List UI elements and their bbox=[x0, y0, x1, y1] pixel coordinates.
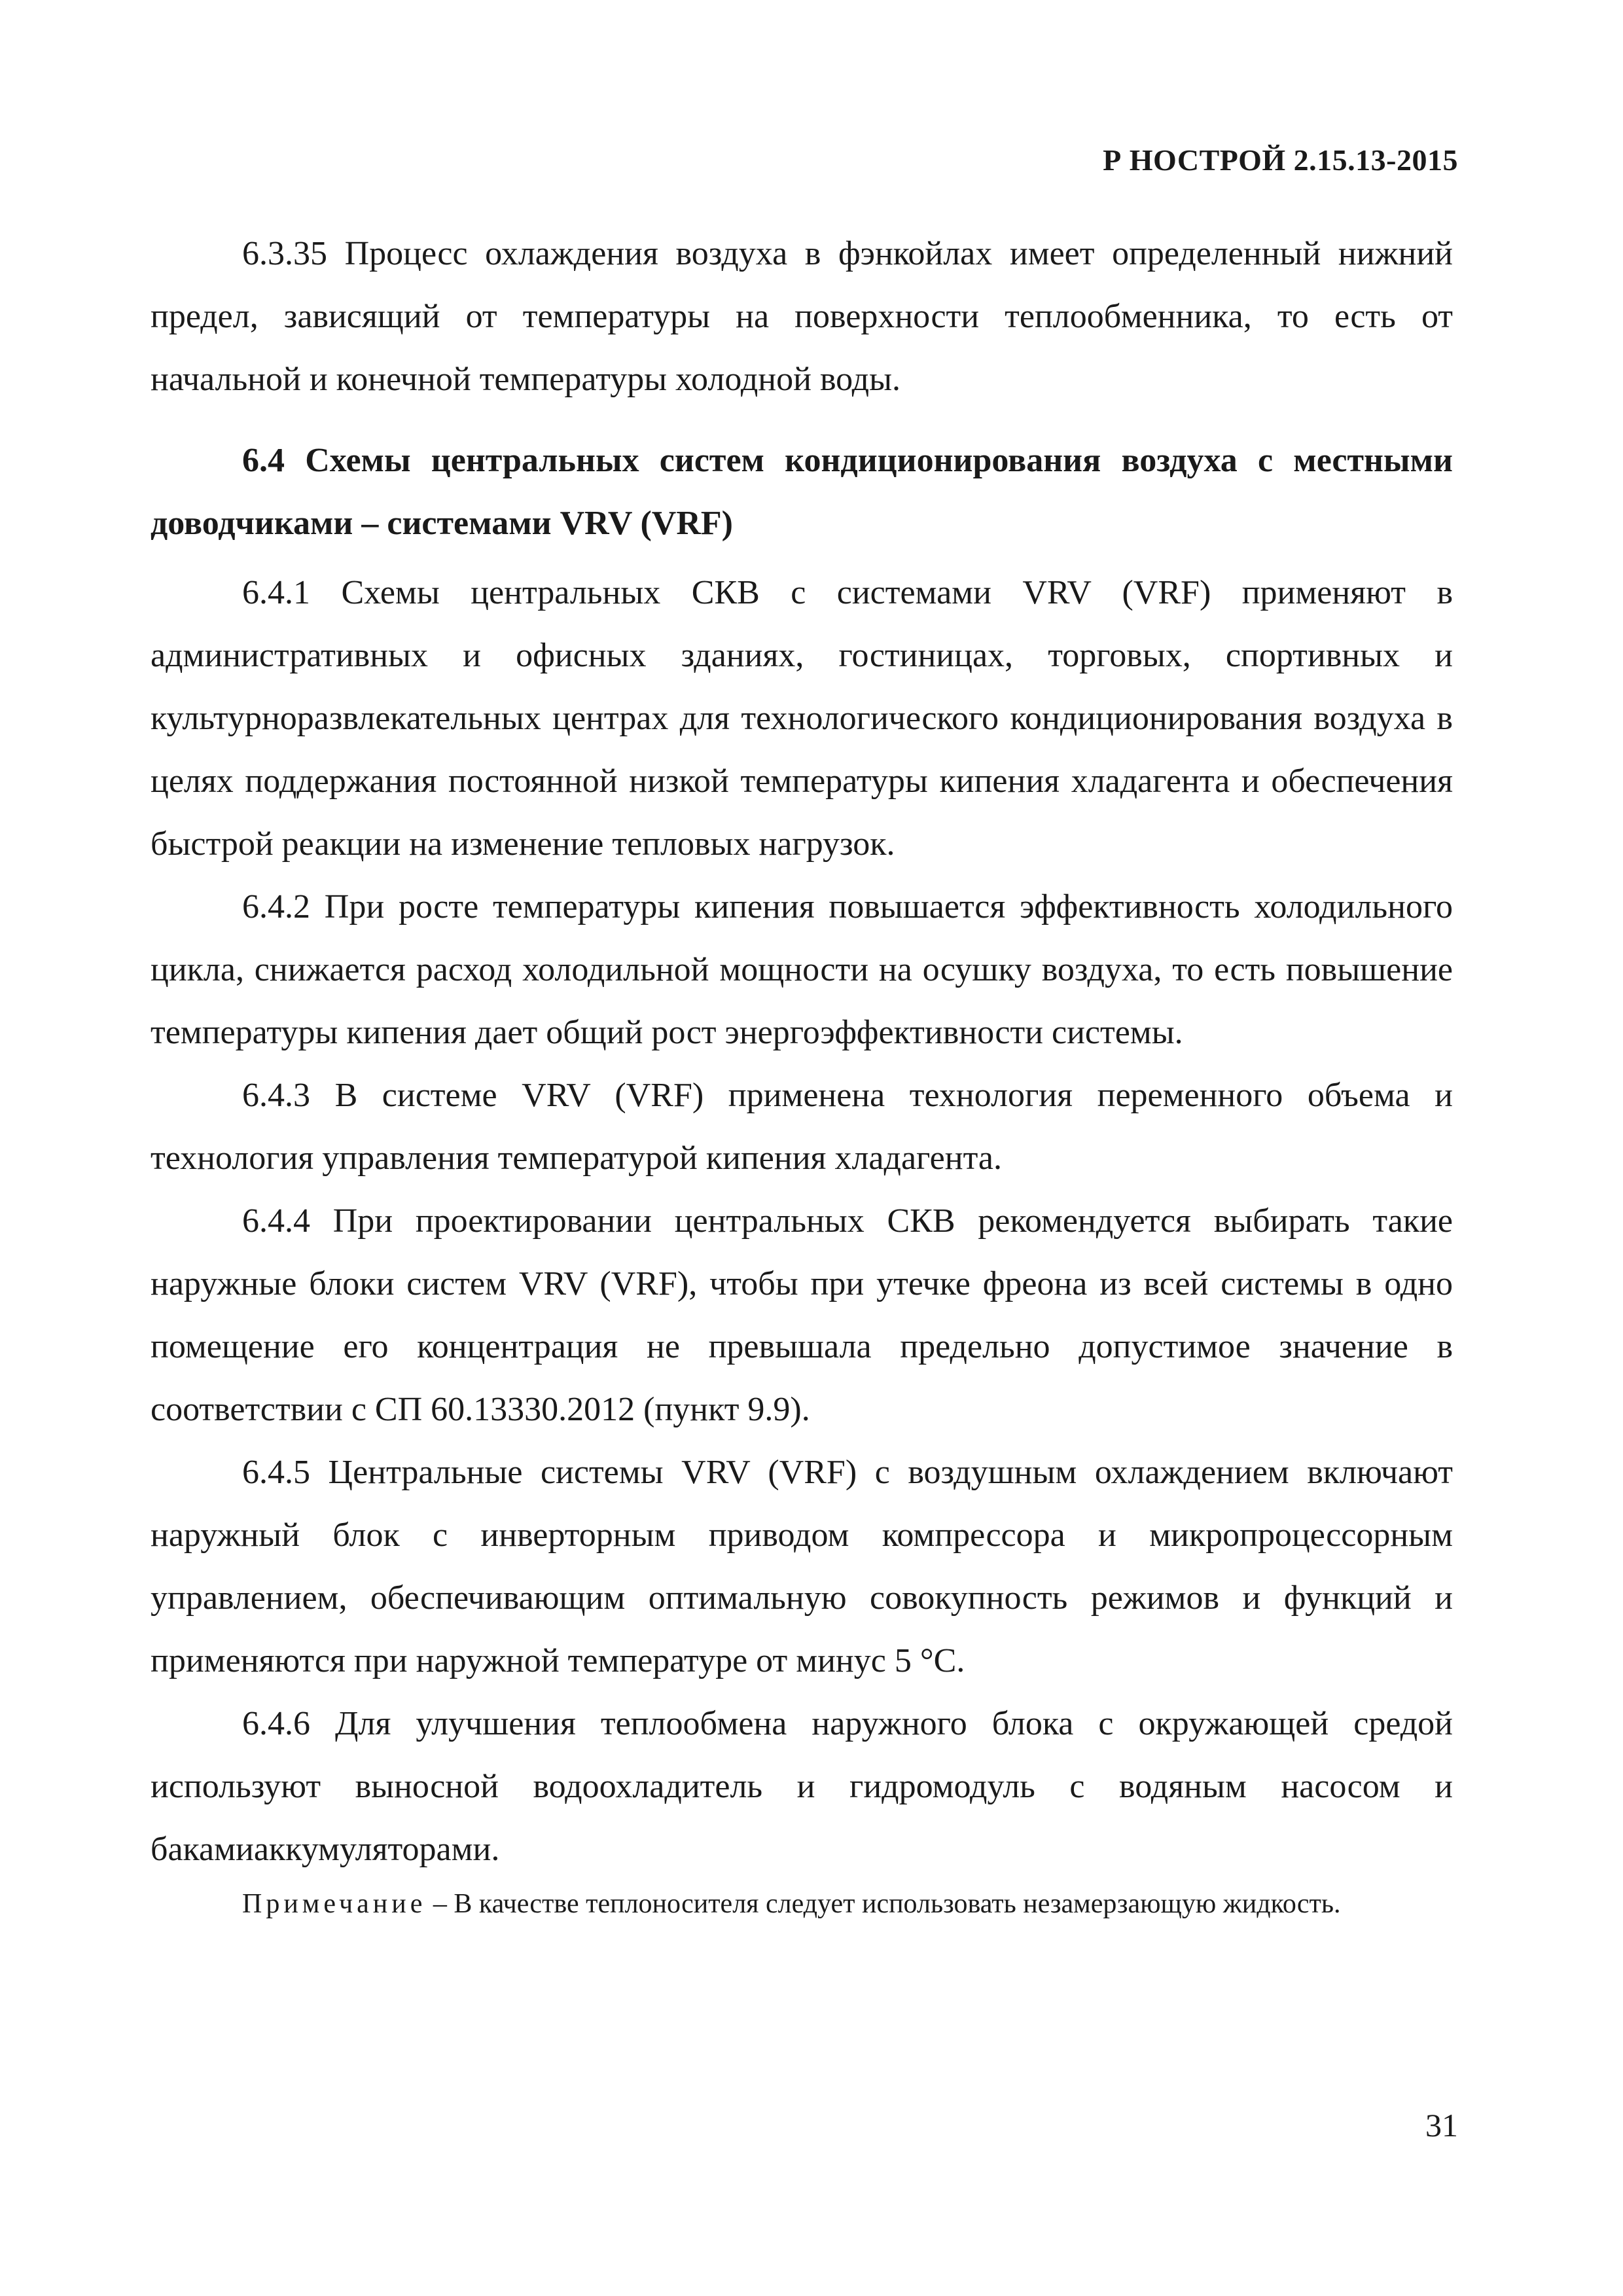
paragraph-6-3-35: 6.3.35 Процесс охлаждения воздуха в фэнкойлах имеет определенный нижний предел, зависящий от температуры на поверхности теплообменника, то есть от начальной и конечной температуры холодной воды. bbox=[151, 235, 1453, 398]
note-label: Примечание bbox=[242, 1889, 427, 1919]
note bbox=[151, 1881, 1453, 1927]
document-code-header: Р НОСТРОЙ 2.15.13-2015 bbox=[1103, 143, 1458, 177]
paragraph-6-4-2: 6.4.2 При росте температуры кипения повышается эффективность холодильного цикла, снижается расход холодильной мощности на осушку воздуха, то есть повышение температуры кипения дает общий рост энергоэффективности системы. bbox=[151, 888, 1453, 1051]
paragraph-6-4-4: 6.4.4 При проектировании центральных СКВ рекомендуется выбирать такие наружные блоки систем VRV (VRF), чтобы при утечке фреона из всей системы в одно помещение его концентрация не превышала предельно допустимое значение в соответствии с СП 60.13330.2012 (пункт 9.9). bbox=[151, 1202, 1453, 1428]
paragraph-6-4-5: 6.4.5 Центральные системы VRV (VRF) с воздушным охлаждением включают наружный блок с инверторным приводом компрессора и микропроцессорным управлением, обеспечивающим оптимальную совокупность режимов и функций и применяются при наружной температуре от минус 5 °С. bbox=[151, 1454, 1453, 1679]
page-number: 31 bbox=[1425, 2107, 1458, 2144]
section-heading-6-4: 6.4 Схемы центральных систем кондиционирования воздуха с местными доводчиками – системами VRV (VRF) bbox=[151, 442, 1453, 542]
note-text: – В качестве теплоносителя следует использовать незамерзающую жидкость. bbox=[426, 1889, 1341, 1919]
paragraph-6-4-3: 6.4.3 В системе VRV (VRF) применена технология переменного объема и технология управления температурой кипения хладагента. bbox=[151, 1077, 1453, 1177]
paragraph-6-4-1: 6.4.1 Схемы центральных СКВ с системами VRV (VRF) применяют в административных и офисных зданиях, гостиницах, торговых, спортивных и культурноразвлекательных центрах для технологического кондиционирования воздуха в целях поддержания постоянной низкой температуры кипения хладагента и обеспечения быстрой реакции на изменение тепловых нагрузок. bbox=[151, 574, 1453, 863]
paragraph-6-4-6: 6.4.6 Для улучшения теплообмена наружного блока с окружающей средой используют выносной водоохладитель и гидромодуль с водяным насосом и бакамиаккумуляторами. bbox=[151, 1705, 1453, 1868]
page-body bbox=[151, 223, 1453, 1927]
